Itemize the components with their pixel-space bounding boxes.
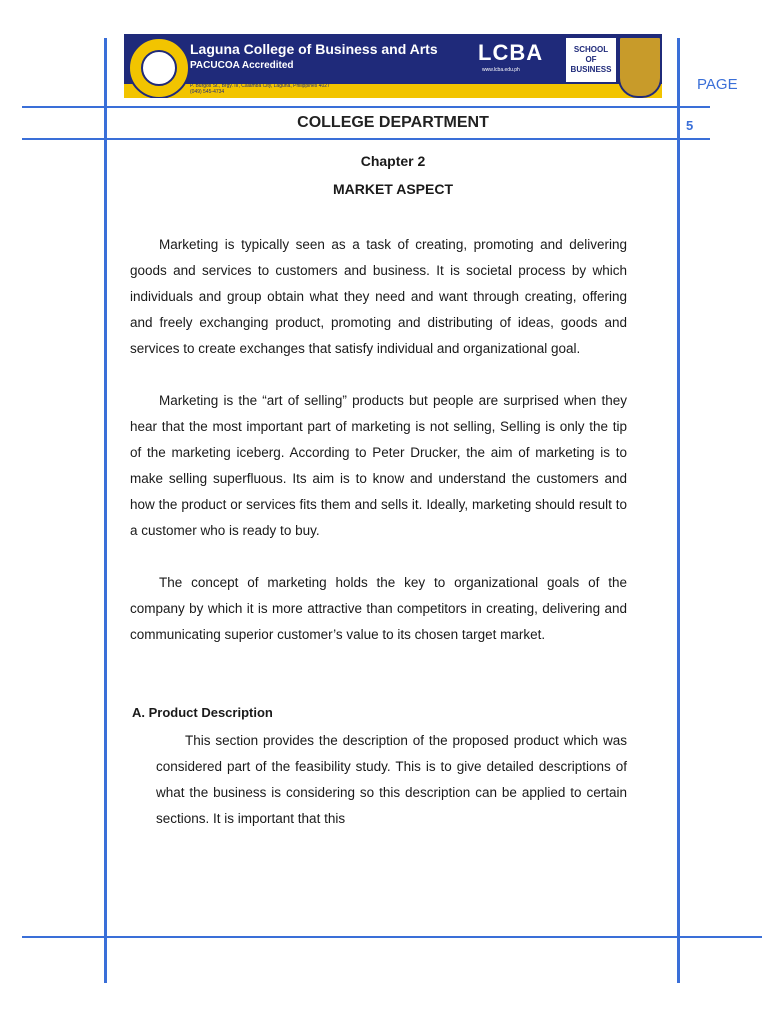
- chapter-title: MARKET ASPECT: [332, 181, 454, 197]
- school-line-2: OF: [585, 55, 597, 64]
- frame-line-footer: [22, 936, 762, 938]
- college-name: Laguna College of Business and Arts: [190, 41, 438, 57]
- phone-line: (049) 545-4734: [190, 89, 225, 95]
- address-line: P. Burgos St., Brgy. III, Calamba City, Laguna, Philippines 4027: [190, 83, 330, 89]
- page-label: PAGE: [697, 76, 738, 93]
- frame-line-left: [104, 38, 107, 983]
- department-title: COLLEGE DEPARTMENT: [297, 114, 489, 131]
- college-address: [190, 83, 330, 95]
- frame-line-header-top: [22, 106, 710, 108]
- college-banner: [124, 34, 662, 98]
- section-a-heading: A. Product Description: [132, 705, 273, 720]
- frame-line-right: [677, 38, 680, 983]
- chapter-heading: Chapter 2: [360, 153, 426, 169]
- school-of-business-badge: [566, 38, 616, 82]
- website: www.lcba.edu.ph: [482, 67, 520, 73]
- brand-logo: LCBA: [478, 40, 544, 65]
- seal-center: [141, 50, 177, 86]
- paragraph-1: Marketing is typically seen as a task of creating, promoting and delivering goods and services to customers and business. It is societal process by which individuals and group obtain what they need and want through creating, offering and freely exchanging product, promoting and distributing of ideas, goods and services to create exchanges that satisfy individual and organizational goal.: [130, 237, 627, 356]
- accreditation: PACUCOA Accredited: [190, 60, 294, 71]
- frame-line-header-bottom: [22, 138, 710, 140]
- page-number: 5: [686, 118, 694, 133]
- school-line-3: BUSINESS: [570, 65, 612, 74]
- school-line-1: SCHOOL: [573, 45, 609, 54]
- section-a-paragraph: This section provides the description of the proposed product which was considered part of the feasibility study. This is to give detailed descriptions of what the business is considering so this description can be applied to certain sections. It is important that this: [156, 733, 627, 826]
- paragraph-3: The concept of marketing holds the key to organizational goals of the company by which it is more attractive than competitors in creating, delivering and communicating superior customer’s value to its chosen target market.: [130, 575, 627, 642]
- business-shield-icon: [618, 36, 662, 98]
- college-seal-icon: [128, 37, 190, 98]
- paragraph-2: Marketing is the “art of selling” products but people are surprised when they hear that the most important part of marketing is not selling, Selling is only the tip of the marketing iceberg. According to Peter Drucker, the aim of marketing is to make selling superfluous. Its aim is to know and understand the customers and how the product or services fits them and sells it. Ideally, marketing should result to a customer who is ready to buy.: [130, 393, 627, 538]
